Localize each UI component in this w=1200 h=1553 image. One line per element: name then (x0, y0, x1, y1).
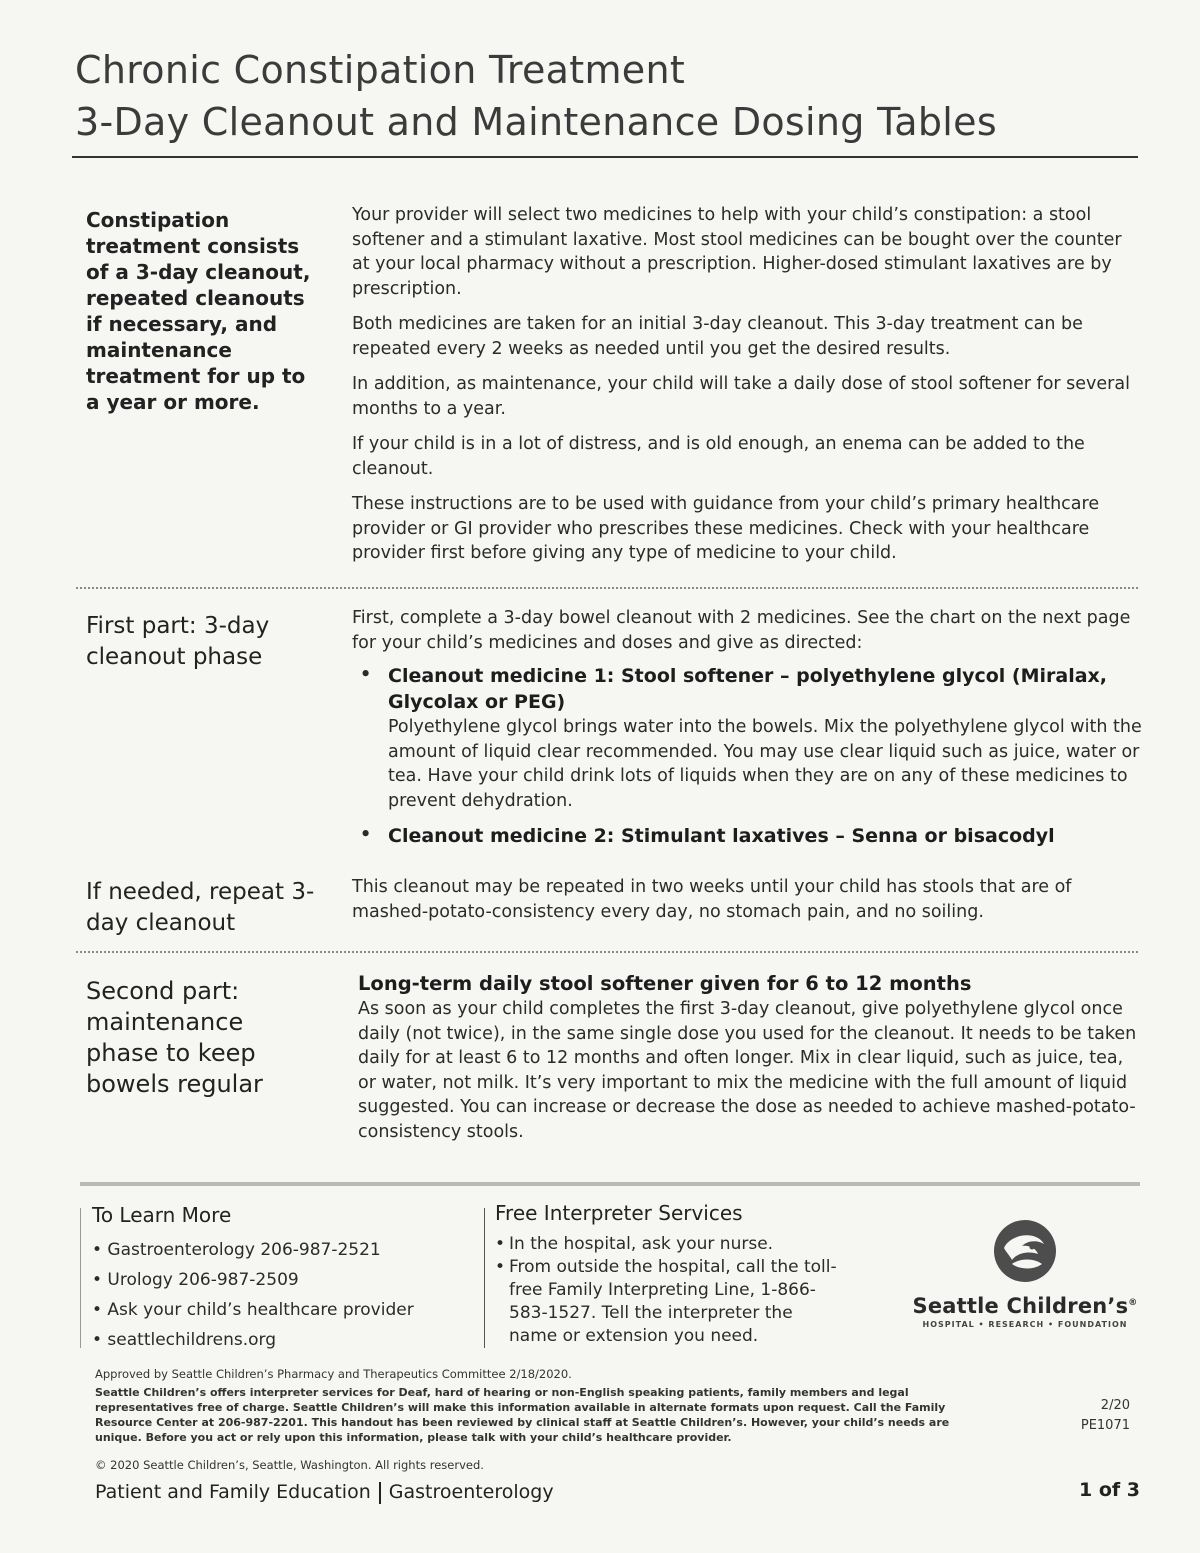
footer-department: Gastroenterology (388, 1481, 554, 1503)
page-title (75, 44, 1155, 148)
bullet: • (360, 665, 372, 685)
learn-more-item: • Urology 206-987-2509 (92, 1270, 299, 1290)
title-line-1: Chronic Constipation Treatment (75, 48, 686, 92)
first-part-sidebar-heading: First part: 3-day cleanout phase (86, 613, 270, 670)
intro-paragraph: These instructions are to be used with guidance from your child’s primary healthcare provider or GI provider who prescribes these medicines. Check with your healthcare provider first before giving any type of medicine to your child. (352, 494, 1100, 563)
maintenance-text: As soon as your child completes the first 3-day cleanout, give polyethylene glycol once daily (not twice), in the same single dose you used for the cleanout. It needs to be taken daily for at least 6 to 12 months and often longer. Mix in clear liquid, such as juice, tea, or water, not milk. It’s very important to mix the medicine with the full amount of liquid suggested. You can increase or decrease the dose as needed to achieve mashed-potato-consistency stools. (358, 999, 1137, 1142)
interpreter-list (495, 1233, 840, 1348)
intro-body (352, 203, 1142, 577)
second-part-sidebar-heading: Second part: maintenance phase to keep bowels regular (86, 977, 263, 1098)
cleanout-medicine-list (352, 663, 1142, 849)
footer-left-rule (80, 1208, 81, 1348)
footer-divider (80, 1182, 1140, 1186)
logo-tagline: HOSPITAL • RESEARCH • FOUNDATION (922, 1320, 1128, 1329)
list-item (495, 1256, 840, 1348)
approval-note: Approved by Seattle Children’s Pharmacy and Therapeutics Committee 2/18/2020. (95, 1367, 572, 1381)
interpreter-notice: Seattle Children’s offers interpreter services for Deaf, hard of hearing or non-English speaking patients, family members and legal representatives free of charge. Seattle Children’s will make this information available in alternate formats upon request. Call the Family Resource Center at 206-987-2201. This handout has been reviewed by clinical staff at Seattle Children’s. However, your child’s needs are unique. Before you act or rely upon this information, please talk with your child’s healthcare provider. (95, 1386, 950, 1444)
bullet: • (495, 1257, 506, 1277)
copyright: © 2020 Seattle Children’s, Seattle, Washington. All rights reserved. (95, 1458, 484, 1472)
footer-separator (379, 1482, 381, 1504)
learn-more-section (92, 1203, 472, 1355)
section-divider (76, 951, 1138, 953)
intro-sidebar-text: Constipation treatment consists of a 3-day cleanout, repeated cleanouts if necessary, and maintenance treatment for up to a year or more. (86, 208, 311, 414)
seattle-childrens-logo (900, 1218, 1150, 1329)
first-part-body (352, 606, 1142, 859)
registered-mark: ® (1128, 1298, 1138, 1308)
bullet: • (495, 1234, 506, 1254)
cleanout-medicine-2-heading: Cleanout medicine 2: Stimulant laxatives – Senna or bisacodyl (388, 825, 1055, 847)
intro-paragraph: In addition, as maintenance, your child will take a daily dose of stool softener for several months to a year. (352, 374, 1130, 419)
learn-more-item: • seattlechildrens.org (92, 1330, 277, 1350)
list-item (352, 823, 1142, 849)
interpreter-section (495, 1201, 840, 1348)
section-divider (76, 587, 1138, 589)
maintenance-heading: Long-term daily stool softener given for 6 to 12 months (358, 972, 972, 995)
cleanout-medicine-1-text: Polyethylene glycol brings water into the bowels. Mix the polyethylene glycol with the amount of liquid clear recommended. You may use clear liquid such as juice, water or tea. Have your child drink lots of liquids when they are on any of these medicines to prevent dehydration. (388, 717, 1142, 811)
document-code (1060, 1396, 1130, 1436)
date-code: 2/20 (1100, 1398, 1130, 1413)
title-divider (72, 156, 1138, 158)
learn-more-heading: To Learn More (92, 1203, 232, 1227)
logo-name-text: Seattle Children’s (912, 1294, 1129, 1318)
bullet: • (360, 825, 372, 845)
doc-code: PE1071 (1080, 1418, 1130, 1433)
title-line-2: 3-Day Cleanout and Maintenance Dosing Tables (75, 100, 997, 144)
logo-name (900, 1294, 1150, 1318)
intro-paragraph: If your child is in a lot of distress, and is old enough, an enema can be added to the cleanout. (352, 434, 1085, 479)
footer-left: Patient and Family Education (95, 1481, 371, 1503)
intro-paragraph: Your provider will select two medicines to help with your child’s constipation: a stool softener and a stimulant laxative. Most stool medicines can be bought over the counter at your local pharmacy without a prescription. Higher-dosed stimulant laxatives are by prescription. (352, 205, 1122, 299)
footer-column-rule (484, 1208, 485, 1348)
whale-logo-icon (992, 1218, 1058, 1284)
first-part-intro: First, complete a 3-day bowel cleanout with 2 medicines. See the chart on the next page for your child’s medicines and doses and give as directed: (352, 608, 1131, 653)
cleanout-medicine-1-heading: Cleanout medicine 1: Stool softener – polyethylene glycol (Miralax, Glycolax or PEG) (388, 665, 1108, 713)
repeat-sidebar-heading: If needed, repeat 3-day cleanout (86, 879, 315, 936)
page-number: 1 of 3 (1079, 1479, 1140, 1501)
intro-paragraph: Both medicines are taken for an initial 3-day cleanout. This 3-day treatment can be repeated every 2 weeks as needed until you get the desired results. (352, 314, 1083, 359)
learn-more-item: • Gastroenterology 206-987-2521 (92, 1240, 381, 1260)
interpreter-item: In the hospital, ask your nurse. (509, 1234, 774, 1254)
page-footer (95, 1481, 554, 1504)
learn-more-item: • Ask your child’s healthcare provider (92, 1300, 414, 1320)
list-item (495, 1233, 840, 1256)
second-part-body (358, 971, 1144, 1144)
list-item (352, 663, 1142, 813)
repeat-text: This cleanout may be repeated in two weeks until your child has stools that are of mashed-potato-consistency every day, no stomach pain, and no soiling. (352, 877, 1072, 922)
interpreter-item: From outside the hospital, call the toll-free Family Interpreting Line, 1-866-583-1527. Tell the interpreter the name or extension you need. (509, 1257, 837, 1346)
interpreter-heading: Free Interpreter Services (495, 1201, 743, 1225)
